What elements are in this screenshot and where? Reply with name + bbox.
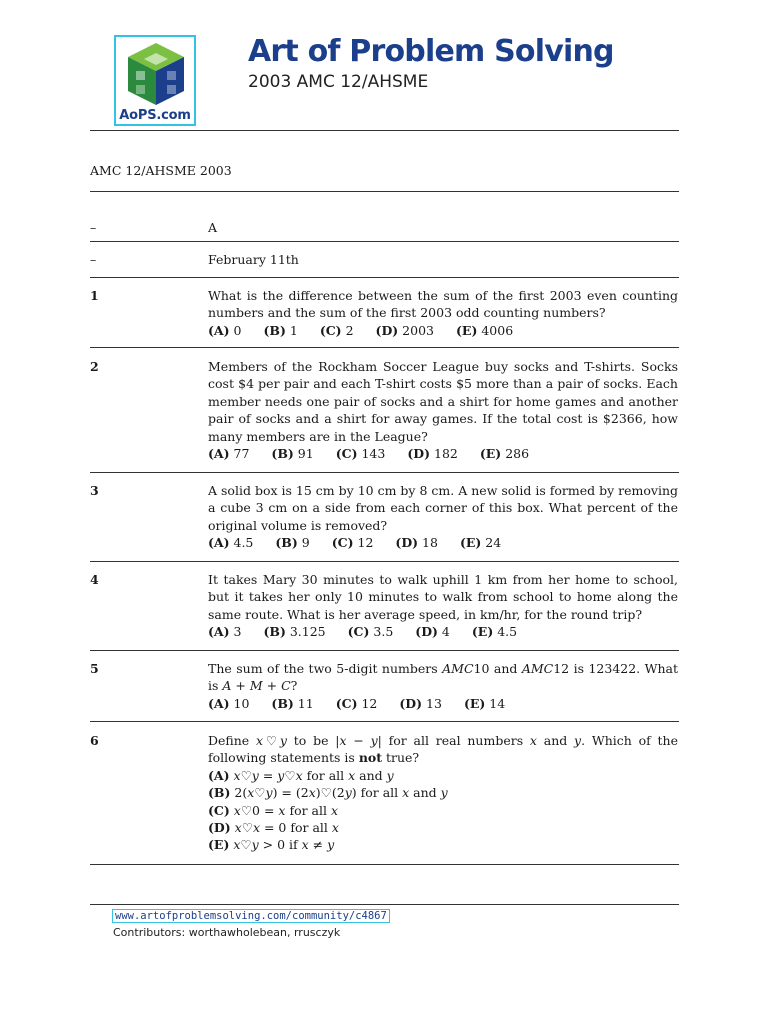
answer-choice: (E) 4006	[456, 322, 514, 338]
footer-divider	[90, 904, 679, 905]
problem-body	[208, 358, 678, 462]
answer-choice: (A) 0	[208, 322, 242, 338]
doc-title: AMC 12/AHSME 2003	[90, 163, 232, 178]
cube-logo-icon	[124, 41, 188, 107]
problem-body	[208, 732, 678, 854]
row-label: –	[90, 252, 97, 267]
answer-choice: (A) x♡y = y♡x for all x and y	[208, 767, 394, 783]
answer-choice: (B) 1	[263, 322, 298, 338]
divider	[90, 721, 679, 722]
contest-subtitle: 2003 AMC 12/AHSME	[248, 72, 429, 92]
logo-text: AoPS.com	[119, 108, 191, 123]
answer-choice: (B) 91	[271, 446, 314, 462]
problem-body	[208, 482, 678, 552]
problem-number: 6	[90, 733, 99, 748]
divider	[90, 241, 679, 242]
answer-choice: (E) x♡y > 0 if x ≠ y	[208, 837, 335, 853]
problem-number: 1	[90, 288, 99, 303]
answer-choice: (B) 11	[271, 695, 314, 711]
divider	[90, 277, 679, 278]
answer-choice: (A) 77	[208, 446, 250, 462]
answer-choice: (C) 12	[335, 695, 378, 711]
answer-choice: (D) 18	[395, 535, 438, 551]
site-title: Art of Problem Solving	[248, 34, 614, 69]
problem-number: 3	[90, 483, 99, 498]
answer-choice: (D) x♡x = 0 for all x	[208, 820, 339, 836]
divider	[90, 864, 679, 865]
row-text: A	[208, 220, 218, 235]
answer-choice: (B) 9	[275, 535, 310, 551]
problem-body	[208, 287, 678, 339]
answer-choices-list	[208, 767, 678, 854]
problem-text: What is the difference between the sum of the first 2003 even counting numbers and the sum of the first 2003 odd counting numbers?	[208, 288, 678, 321]
divider	[90, 191, 679, 192]
answer-choice: (E) 286	[479, 446, 530, 462]
answer-choices	[208, 623, 678, 640]
divider	[90, 130, 679, 131]
answer-choice: (C) 143	[335, 446, 386, 462]
answer-choice: (C) 2	[319, 322, 354, 338]
divider	[90, 561, 679, 562]
answer-choices	[208, 695, 678, 712]
row-label: –	[90, 220, 97, 235]
problem-body	[208, 660, 678, 712]
answer-choice: (E) 4.5	[471, 624, 518, 640]
problem-text: The sum of the two 5-digit numbers AMC10 and AMC12 is 123422. What is A + M + C?	[208, 661, 678, 694]
aops-logo[interactable]	[114, 35, 196, 126]
answer-choice: (C) x♡0 = x for all x	[208, 802, 339, 818]
answer-choice: (D) 182	[407, 446, 458, 462]
answer-choice: (E) 14	[463, 695, 506, 711]
answer-choice: (C) 12	[331, 535, 374, 551]
answer-choices	[208, 322, 678, 339]
divider	[90, 650, 679, 651]
answer-choice: (E) 24	[459, 535, 502, 551]
problem-body	[208, 571, 678, 641]
row-text: February 11th	[208, 252, 299, 267]
answer-choice: (A) 4.5	[208, 535, 254, 551]
answer-choice: (D) 4	[415, 624, 450, 640]
problem-text: Members of the Rockham Soccer League buy socks and T-shirts. Socks cost $4 per pair and each T-shirt costs $5 more than a pair of socks. Each member needs one pair of socks and a shirt for home games and another pair of socks and a shirt for away games. If the total cost is $2366, how many members are in the League?	[208, 359, 678, 444]
community-link[interactable]: www.artofproblemsolving.com/community/c4867	[112, 909, 390, 923]
answer-choice: (C) 3.5	[347, 624, 394, 640]
answer-choice: (A) 10	[208, 695, 250, 711]
problem-text: Define x♡y to be |x − y| for all real numbers x and y. Which of the following statements is not true?	[208, 733, 678, 766]
answer-choice: (D) 2003	[375, 322, 434, 338]
problem-number: 4	[90, 572, 99, 587]
answer-choice: (B) 3.125	[263, 624, 326, 640]
divider	[90, 347, 679, 348]
answer-choice: (A) 3	[208, 624, 242, 640]
answer-choice: (D) 13	[399, 695, 442, 711]
problem-text: It takes Mary 30 minutes to walk uphill 1 km from her home to school, but it takes her only 10 minutes to walk from school to home along the same route. What is her average speed, in km/hr, for the round trip?	[208, 572, 678, 622]
problem-number: 5	[90, 661, 99, 676]
answer-choices	[208, 445, 678, 462]
divider	[90, 472, 679, 473]
contributors-text: Contributors: worthawholebean, rrusczyk	[113, 926, 341, 939]
answer-choices	[208, 534, 678, 551]
problem-number: 2	[90, 359, 99, 374]
problem-text: A solid box is 15 cm by 10 cm by 8 cm. A new solid is formed by removing a cube 3 cm on a side from each corner of this box. What percent of the original volume is removed?	[208, 483, 678, 533]
answer-choice: (B) 2(x♡y) = (2x)♡(2y) for all x and y	[208, 785, 448, 801]
